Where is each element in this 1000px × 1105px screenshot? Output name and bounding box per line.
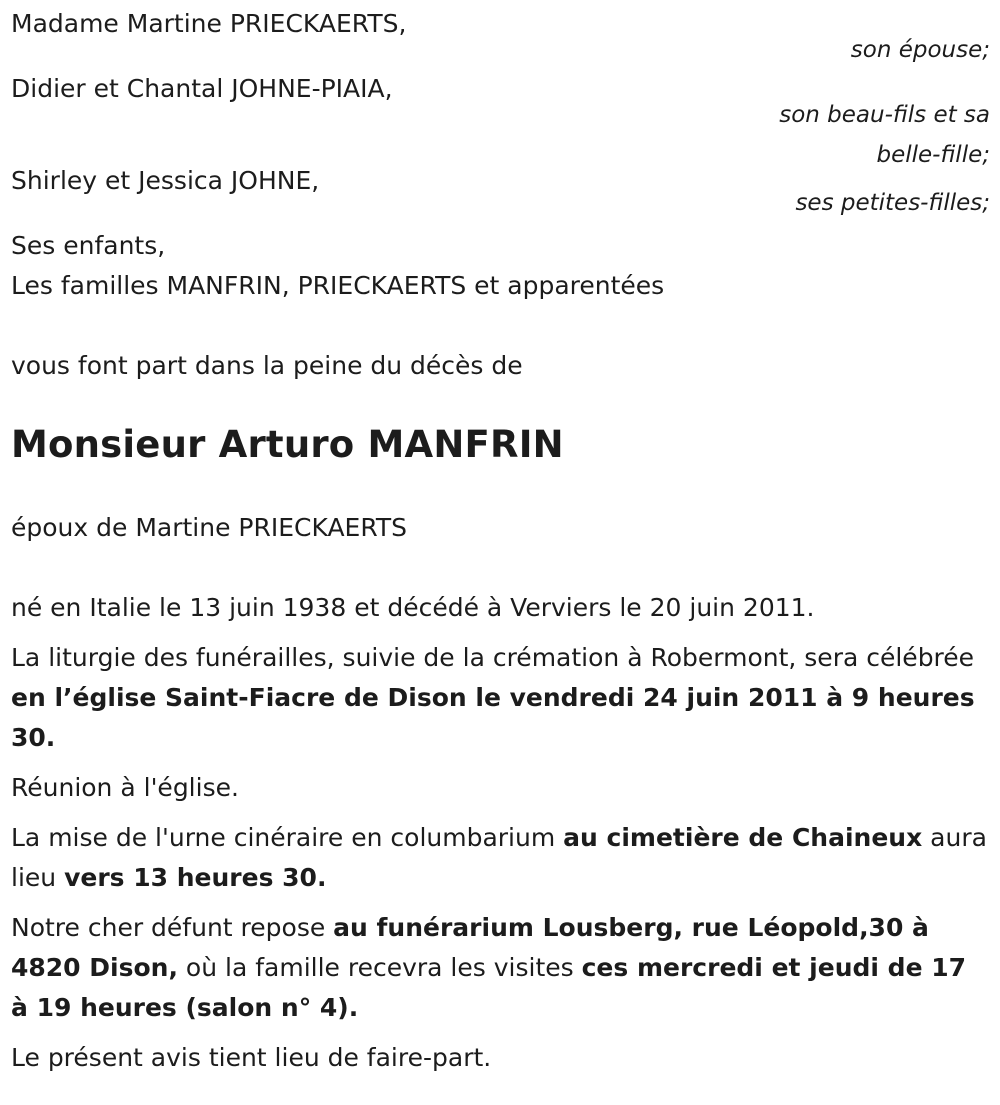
reunion-line: Réunion à l'église. <box>11 773 239 802</box>
family-name: Madame Martine PRIECKAERTS, <box>11 9 407 38</box>
urne-location: au cimetière de Chaineux <box>563 823 923 852</box>
urne-paragraph <box>11 818 990 898</box>
liturgy-location-date: en l’église Saint-Fiacre de Dison le vendredi 24 juin 2011 à 9 heures 30. <box>11 683 975 752</box>
deceased-name: Monsieur Arturo MANFRIN <box>11 423 564 466</box>
children-line: Ses enfants, <box>11 231 166 260</box>
family-role: ses petites-filles; <box>795 190 990 216</box>
urne-text: aura lieu <box>11 823 987 892</box>
liturgy-paragraph <box>11 638 990 758</box>
family-role-line: belle-fille; <box>876 142 990 168</box>
family-role: son épouse; <box>850 37 990 63</box>
family-role-line: son beau-fils et sa <box>779 102 990 128</box>
family-name: Didier et Chantal JOHNE-PIAIA, <box>11 74 393 103</box>
repose-text: où la famille recevra les visites <box>177 953 582 982</box>
closing-line: Le présent avis tient lieu de faire-part. <box>11 1043 492 1072</box>
repose-paragraph <box>11 908 990 1028</box>
urne-time: vers 13 heures 30. <box>64 863 327 892</box>
family-entry-granddaughters <box>11 163 990 224</box>
repose-visit-times: ces mercredi et jeudi de 17 à 19 heures (salon n° 4). <box>11 953 967 1022</box>
repose-location: au funérarium Lousberg, rue Léopold,30 à 4820 Dison, <box>11 913 929 982</box>
family-entry-spouse <box>11 0 990 71</box>
spouse-line: époux de Martine PRIECKAERTS <box>11 513 408 542</box>
birth-death-line: né en Italie le 13 juin 1938 et décédé à Verviers le 20 juin 2011. <box>11 593 815 622</box>
other-relatives <box>11 226 990 306</box>
family-name: Shirley et Jessica JOHNE, <box>11 166 320 195</box>
obituary-notice <box>11 0 990 1078</box>
announcement-text: vous font part dans la peine du décès de <box>11 351 523 380</box>
families-line: Les familles MANFRIN, PRIECKAERTS et apparentées <box>11 271 665 300</box>
urne-text: La mise de l'urne cinéraire en columbarium <box>11 823 564 852</box>
liturgy-text: La liturgie des funérailles, suivie de la crémation à Robermont, sera célébrée <box>11 643 975 672</box>
repose-text: Notre cher défunt repose <box>11 913 334 942</box>
family-entry-stepson <box>11 71 990 175</box>
